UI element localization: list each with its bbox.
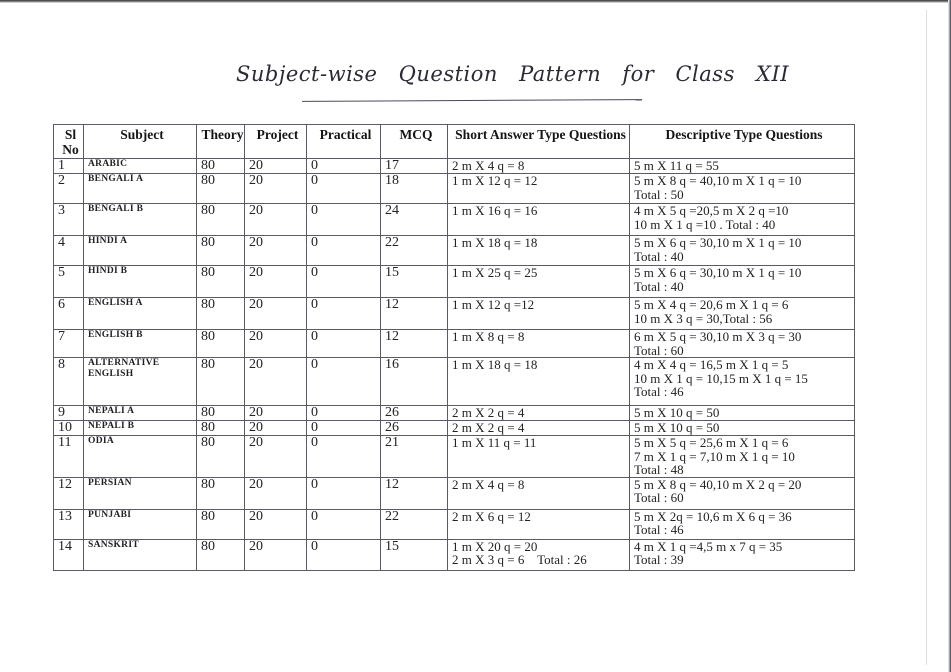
- short-answer-line: 1 m X 8 q = 8: [452, 329, 525, 344]
- descriptive-line: Total : 46: [634, 522, 684, 537]
- cell-sl-no: 4: [54, 236, 84, 266]
- short-answer-line: 1 m X 18 q = 18: [452, 235, 538, 250]
- cell-mcq: 24: [381, 204, 448, 236]
- descriptive-line: Total : 46: [634, 384, 684, 399]
- descriptive-line: 5 m X 8 q = 40,10 m X 1 q = 10: [634, 173, 802, 188]
- table-row: [54, 509, 855, 539]
- question-pattern-table: [53, 124, 855, 571]
- table-row: [54, 298, 855, 330]
- short-answer-line: 2 m X 4 q = 8: [452, 477, 525, 492]
- descriptive-line: 5 m X 8 q = 40,10 m X 2 q = 20: [634, 477, 802, 492]
- cell-subject: ALTERNATIVE ENGLISH: [84, 358, 197, 406]
- descriptive-line: Total : 40: [634, 248, 684, 264]
- descriptive-line: 5 m X 2q = 10,6 m X 6 q = 36: [634, 509, 792, 524]
- cell-practical: 0: [307, 236, 381, 266]
- descriptive-line: 5 m X 6 q = 30,10 m X 1 q = 10: [634, 235, 802, 250]
- cell-practical: 0: [307, 406, 381, 421]
- cell-subject: ARABIC: [84, 159, 197, 174]
- table-row: [54, 266, 855, 298]
- cell-sl-no: 8: [54, 358, 84, 406]
- cell-subject: NEPALI A: [84, 406, 197, 421]
- header-theory: Theory: [197, 125, 245, 159]
- descriptive-line: 10 m X 3 q = 30,Total : 56: [634, 310, 773, 326]
- header-project: Project: [245, 125, 307, 159]
- cell-subject: ENGLISH A: [84, 298, 197, 330]
- short-answer-line: 1 m X 16 q = 16: [452, 203, 538, 218]
- cell-short-answer: [448, 174, 630, 204]
- short-answer-line: 1 m X 11 q = 11: [452, 435, 537, 450]
- table-row: [54, 204, 855, 236]
- cell-practical: 0: [307, 266, 381, 298]
- descriptive-line: 4 m X 1 q =4,5 m x 7 q = 35: [634, 539, 783, 554]
- cell-theory: 80: [197, 509, 245, 539]
- cell-short-answer: [448, 358, 630, 406]
- cell-sl-no: 1: [54, 159, 84, 174]
- cell-theory: 80: [197, 436, 245, 478]
- cell-theory: 80: [197, 421, 245, 436]
- short-answer-line: 1 m X 20 q = 20: [452, 539, 538, 554]
- cell-project: 20: [245, 421, 307, 436]
- header-practical: Practical: [307, 125, 381, 159]
- table-row: [54, 159, 855, 174]
- short-answer-line: 2 m X 3 q = 6 Total : 26: [452, 552, 587, 567]
- cell-sl-no: 2: [54, 174, 84, 204]
- short-answer-line: 1 m X 12 q =12: [452, 297, 535, 312]
- cell-practical: 0: [307, 298, 381, 330]
- table-row: [54, 236, 855, 266]
- header-sl-no: Sl No: [54, 125, 84, 159]
- table-row: [54, 477, 855, 509]
- descriptive-line: 4 m X 4 q = 16,5 m X 1 q = 5: [634, 357, 789, 372]
- cell-subject: ODIA: [84, 436, 197, 478]
- cell-sl-no: 7: [54, 330, 84, 358]
- cell-short-answer: [448, 421, 630, 436]
- cell-practical: 0: [307, 477, 381, 509]
- cell-descriptive: [630, 436, 855, 478]
- cell-theory: 80: [197, 204, 245, 236]
- cell-practical: 0: [307, 174, 381, 204]
- cell-subject: HINDI B: [84, 266, 197, 298]
- header-mcq: MCQ: [381, 125, 448, 159]
- table-body: [54, 159, 855, 571]
- descriptive-line: 5 m X 10 q = 50: [634, 420, 720, 435]
- cell-short-answer: [448, 204, 630, 236]
- cell-short-answer: [448, 477, 630, 509]
- header-short-answer: Short Answer Type Questions: [448, 125, 630, 159]
- cell-descriptive: [630, 236, 855, 266]
- descriptive-line: 5 m X 4 q = 20,6 m X 1 q = 6: [634, 297, 789, 312]
- cell-mcq: 22: [381, 236, 448, 266]
- descriptive-line: Total : 39: [634, 552, 684, 567]
- cell-short-answer: [448, 406, 630, 421]
- cell-descriptive: [630, 266, 855, 298]
- cell-mcq: 15: [381, 266, 448, 298]
- header-descriptive: Descriptive Type Questions: [630, 125, 855, 159]
- cell-subject: HINDI A: [84, 236, 197, 266]
- cell-project: 20: [245, 159, 307, 174]
- cell-theory: 80: [197, 236, 245, 266]
- cell-short-answer: [448, 298, 630, 330]
- cell-descriptive: [630, 204, 855, 236]
- cell-practical: 0: [307, 330, 381, 358]
- cell-project: 20: [245, 358, 307, 406]
- cell-theory: 80: [197, 330, 245, 358]
- cell-practical: 0: [307, 204, 381, 236]
- cell-theory: 80: [197, 298, 245, 330]
- cell-sl-no: 12: [54, 477, 84, 509]
- scan-top-edge: [0, 0, 951, 3]
- cell-sl-no: 6: [54, 298, 84, 330]
- descriptive-line: 4 m X 5 q =20,5 m X 2 q =10: [634, 203, 789, 218]
- cell-practical: 0: [307, 539, 381, 570]
- cell-subject: BENGALI A: [84, 174, 197, 204]
- cell-subject: BENGALI B: [84, 204, 197, 236]
- cell-descriptive: [630, 159, 855, 174]
- descriptive-line: Total : 60: [634, 490, 684, 505]
- cell-mcq: 22: [381, 509, 448, 539]
- cell-theory: 80: [197, 266, 245, 298]
- cell-mcq: 12: [381, 330, 448, 358]
- cell-sl-no: 3: [54, 204, 84, 236]
- cell-mcq: 18: [381, 174, 448, 204]
- cell-short-answer: [448, 509, 630, 539]
- cell-theory: 80: [197, 406, 245, 421]
- cell-project: 20: [245, 266, 307, 298]
- cell-mcq: 17: [381, 159, 448, 174]
- cell-mcq: 26: [381, 421, 448, 436]
- cell-project: 20: [245, 436, 307, 478]
- cell-descriptive: [630, 421, 855, 436]
- cell-practical: 0: [307, 509, 381, 539]
- table-row: [54, 421, 855, 436]
- cell-subject: PUNJABI: [84, 509, 197, 539]
- cell-mcq: 12: [381, 298, 448, 330]
- cell-descriptive: [630, 358, 855, 406]
- cell-project: 20: [245, 298, 307, 330]
- short-answer-line: 2 m X 4 q = 8: [452, 158, 525, 173]
- cell-sl-no: 13: [54, 509, 84, 539]
- cell-mcq: 16: [381, 358, 448, 406]
- cell-descriptive: [630, 539, 855, 570]
- cell-sl-no: 11: [54, 436, 84, 478]
- descriptive-line: 5 m X 10 q = 50: [634, 405, 720, 420]
- cell-project: 20: [245, 204, 307, 236]
- cell-mcq: 15: [381, 539, 448, 570]
- descriptive-line: Total : 50: [634, 186, 684, 202]
- cell-mcq: 12: [381, 477, 448, 509]
- short-answer-line: 1 m X 12 q = 12: [452, 173, 538, 188]
- cell-descriptive: [630, 477, 855, 509]
- short-answer-line: 1 m X 18 q = 18: [452, 357, 538, 372]
- cell-project: 20: [245, 477, 307, 509]
- descriptive-line: 5 m X 5 q = 25,6 m X 1 q = 6: [634, 435, 789, 450]
- cell-descriptive: [630, 406, 855, 421]
- cell-descriptive: [630, 330, 855, 358]
- cell-subject: NEPALI B: [84, 421, 197, 436]
- descriptive-line: 6 m X 5 q = 30,10 m X 3 q = 30: [634, 329, 802, 344]
- cell-theory: 80: [197, 477, 245, 509]
- cell-theory: 80: [197, 174, 245, 204]
- cell-short-answer: [448, 159, 630, 174]
- page-title: Subject-wise Question Pattern for Class XII: [236, 62, 790, 86]
- cell-theory: 80: [197, 159, 245, 174]
- short-answer-line: 2 m X 2 q = 4: [452, 420, 525, 435]
- cell-short-answer: [448, 436, 630, 478]
- cell-practical: 0: [307, 436, 381, 478]
- descriptive-line: 5 m X 11 q = 55: [634, 158, 719, 173]
- cell-theory: 80: [197, 539, 245, 570]
- cell-practical: 0: [307, 421, 381, 436]
- descriptive-line: 7 m X 1 q = 7,10 m X 1 q = 10: [634, 448, 795, 464]
- cell-subject: SANSKRIT: [84, 539, 197, 570]
- cell-project: 20: [245, 509, 307, 539]
- cell-project: 20: [245, 174, 307, 204]
- cell-project: 20: [245, 539, 307, 570]
- cell-short-answer: [448, 236, 630, 266]
- cell-project: 20: [245, 330, 307, 358]
- descriptive-line: Total : 60: [634, 342, 684, 358]
- cell-short-answer: [448, 266, 630, 298]
- short-answer-line: 1 m X 25 q = 25: [452, 265, 538, 280]
- cell-project: 20: [245, 236, 307, 266]
- table-row: [54, 330, 855, 358]
- table-row: [54, 436, 855, 478]
- cell-short-answer: [448, 539, 630, 570]
- cell-subject: ENGLISH B: [84, 330, 197, 358]
- cell-project: 20: [245, 406, 307, 421]
- cell-descriptive: [630, 298, 855, 330]
- cell-sl-no: 9: [54, 406, 84, 421]
- descriptive-line: Total : 48: [634, 462, 684, 477]
- cell-short-answer: [448, 330, 630, 358]
- cell-descriptive: [630, 174, 855, 204]
- table-row: [54, 406, 855, 421]
- table-row: [54, 174, 855, 204]
- descriptive-line: 10 m X 1 q =10 . Total : 40: [634, 216, 776, 232]
- table-row: [54, 539, 855, 570]
- cell-sl-no: 5: [54, 266, 84, 298]
- cell-mcq: 26: [381, 406, 448, 421]
- descriptive-line: 10 m X 1 q = 10,15 m X 1 q = 15: [634, 370, 808, 386]
- cell-sl-no: 10: [54, 421, 84, 436]
- descriptive-line: Total : 40: [634, 278, 684, 294]
- scan-fold-line: [926, 10, 927, 665]
- cell-descriptive: [630, 509, 855, 539]
- cell-practical: 0: [307, 358, 381, 406]
- cell-mcq: 21: [381, 436, 448, 478]
- cell-practical: 0: [307, 159, 381, 174]
- cell-sl-no: 14: [54, 539, 84, 570]
- table-header-row: [54, 125, 855, 159]
- short-answer-line: 2 m X 2 q = 4: [452, 405, 525, 420]
- cell-subject: PERSIAN: [84, 477, 197, 509]
- header-subject: Subject: [84, 125, 197, 159]
- short-answer-line: 2 m X 6 q = 12: [452, 509, 531, 524]
- table-row: [54, 358, 855, 406]
- cell-theory: 80: [197, 358, 245, 406]
- descriptive-line: 5 m X 6 q = 30,10 m X 1 q = 10: [634, 265, 802, 280]
